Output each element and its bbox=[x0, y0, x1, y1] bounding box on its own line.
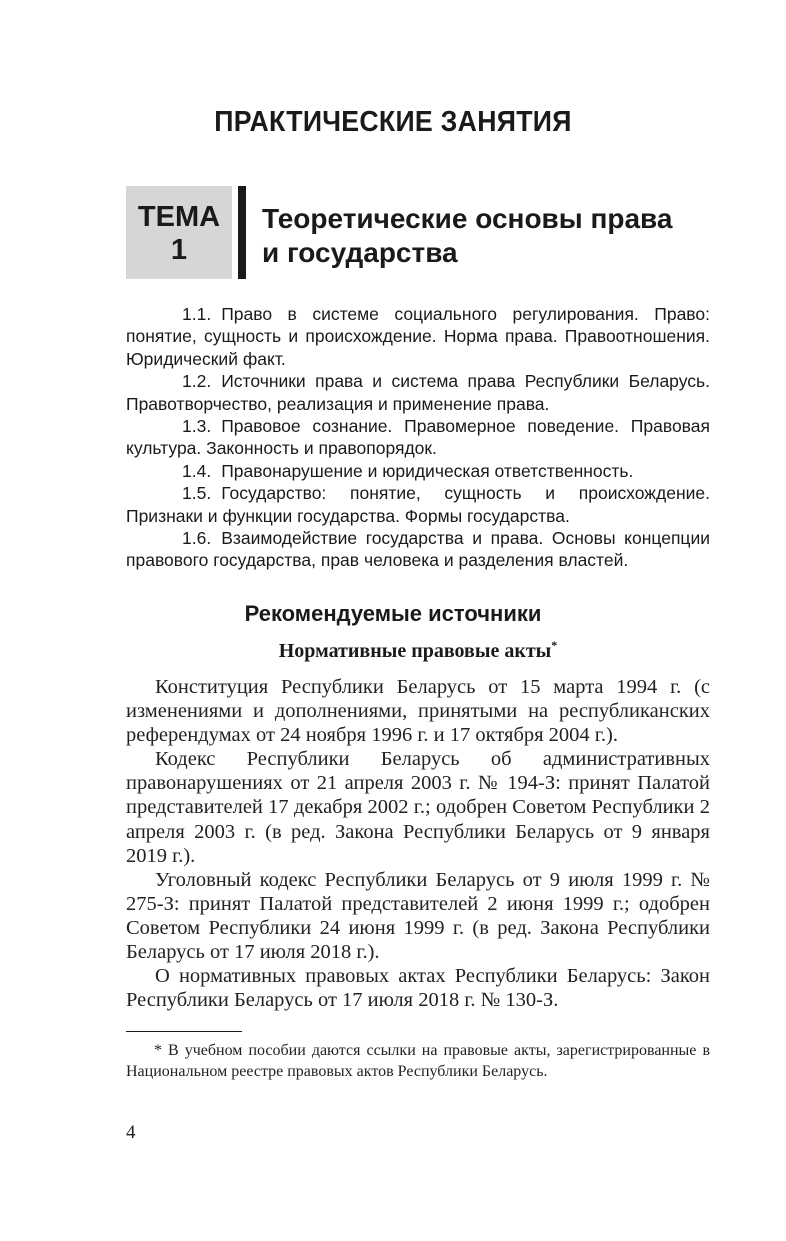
topic-number: 1 bbox=[170, 234, 188, 266]
topic-item bbox=[126, 527, 710, 572]
topic-item-text: Источники права и система права Республики Беларусь. Правотворчество, реализация и применение права. bbox=[126, 371, 710, 414]
legal-act-item: Кодекс Республики Беларусь об административных правонарушениях от 21 апреля 2003 г. № 194-З: принят Палатой представителей 17 декабря 2002 г.; одобрен Советом Республики 2 апреля 2003 г. (в ред. Закона Республики Беларусь от 9 января 2019 г.). bbox=[126, 748, 710, 867]
topic-item-number: 1.3. bbox=[182, 416, 212, 437]
topic-item-number: 1.4. bbox=[182, 460, 212, 481]
topic-item-text: Правонарушение и юридическая ответственность. bbox=[221, 460, 634, 481]
topic-item-number: 1.1. bbox=[182, 304, 212, 324]
topic-item-number: 1.6. bbox=[182, 528, 212, 549]
topic-item-text: Право в системе социального регулирования. Право: понятие, сущность и происхождение. Норма права. Правоотношения. Юридический факт. bbox=[126, 304, 710, 369]
footnote bbox=[126, 1040, 710, 1082]
sources-subheading-text: Нормативные правовые акты bbox=[278, 640, 552, 662]
topic-badge bbox=[126, 186, 232, 279]
sources-heading: Рекомендуемые источники bbox=[244, 601, 542, 626]
topic-item-text: Правовое сознание. Правомерное поведение. Правовая культура. Законность и правопорядок. bbox=[126, 416, 710, 459]
topic-title bbox=[262, 202, 732, 270]
topic-title-line: и государства bbox=[262, 237, 458, 268]
footnote-marker: * bbox=[551, 638, 558, 652]
topic-label: ТЕМА bbox=[137, 201, 221, 233]
page-title: ПРАКТИЧЕСКИЕ ЗАНЯТИЯ bbox=[214, 106, 572, 138]
sources-subheading bbox=[0, 638, 786, 663]
legal-act-item: Уголовный кодекс Республики Беларусь от 9 июля 1999 г. № 275-З: принят Палатой представителей 2 июня 1999 г.; одобрен Советом Республики 24 июня 1999 г. (в ред. Закона Республики Беларусь от 17 июля 2018 г.). bbox=[126, 868, 710, 964]
topic-item-text: Государство: понятие, сущность и происхождение. Признаки и функции государства. Формы государства. bbox=[126, 483, 710, 526]
topic-title-line: Теоретические основы права bbox=[262, 203, 673, 234]
legal-act-item: О нормативных правовых актах Республики Беларусь: Закон Республики Беларусь от 17 июля 2018 г. № 130-З. bbox=[126, 965, 710, 1012]
topic-item bbox=[126, 370, 710, 415]
topic-item-number: 1.5. bbox=[182, 483, 212, 504]
legal-acts-list bbox=[126, 675, 710, 1012]
footnote-divider bbox=[126, 1031, 242, 1032]
topic-item-text: Взаимодействие государства и права. Основы концепции правового государства, прав человека и разделения властей. bbox=[126, 528, 710, 571]
topic-item bbox=[126, 303, 710, 370]
footnote-text: * В учебном пособии даются ссылки на правовые акты, зарегистрированные в Национальном реестре правовых актов Республики Беларусь. bbox=[126, 1042, 710, 1080]
topic-item bbox=[126, 460, 710, 482]
topic-item bbox=[126, 415, 710, 460]
topic-item-number: 1.2. bbox=[182, 371, 212, 392]
topic-item bbox=[126, 482, 710, 527]
topics-list bbox=[126, 303, 710, 572]
legal-act-item: Конституция Республики Беларусь от 15 марта 1994 г. (с изменениями и дополнениями, принятыми на республиканских референдумах от 24 ноября 1996 г. и 17 октября 2004 г.). bbox=[126, 676, 710, 747]
topic-divider bbox=[238, 186, 246, 279]
page-number: 4 bbox=[126, 1122, 136, 1143]
